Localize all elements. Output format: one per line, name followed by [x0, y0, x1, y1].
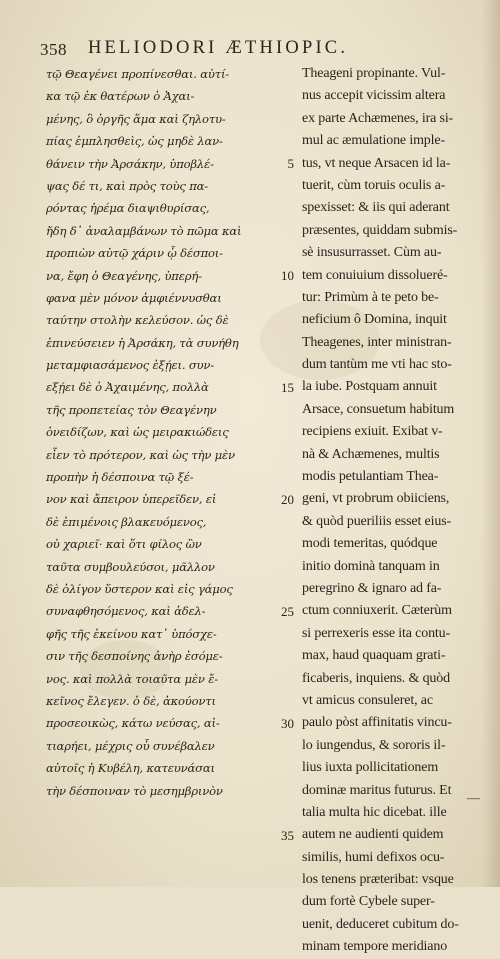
latin-text-line: ex parte Achæmenes, ira si- — [302, 110, 454, 126]
greek-text-line: προσεοικὼς, κάτω νεύσας, αἰ- — [46, 716, 220, 731]
greek-text-line: αὐτοῖς ἡ Κυβέλη, κατευνάσαι — [46, 761, 215, 776]
line-number: 30 — [281, 715, 294, 731]
greek-text-line: ταῦτα συμβουλεύσοι, μᾶλλον — [46, 559, 215, 574]
latin-text-line: modis petulantiam Thea- — [302, 469, 439, 485]
latin-text-line: talia multa hic dicebat. ille — [302, 804, 447, 820]
latin-text-line: Theagenes, inter ministran- — [302, 334, 452, 350]
latin-text-line: lo iungendus, & sororis il- — [302, 737, 446, 753]
greek-text-line: θάνειν τὴν Ἀρσάκην, ὑποβλέ- — [46, 156, 214, 171]
greek-text-line: συναφθησόμενος, καὶ ἀδελ- — [46, 604, 206, 619]
greek-text-line: φῆς τῆς ἐκείνου κατ᾽ ὑπόσχε- — [46, 626, 217, 641]
latin-text-line: max, haud quaquam grati- — [302, 648, 446, 664]
line-number: 25 — [281, 603, 294, 619]
greek-text-line: να, ἔφη ὁ Θεαγένης, ὑπερή- — [46, 268, 202, 283]
greek-text-line: μεταμφιασάμενος ἐξῄει. συν- — [46, 358, 214, 373]
greek-text-line: ταύτην στολὴν κελεύσον. ὡς δὲ — [46, 313, 229, 328]
latin-text-line: ctum conniuxerit. Cæterùm — [302, 603, 452, 619]
greek-text-line: δὲ ἐπιμένοις βλακευόμενος, — [46, 514, 207, 529]
greek-text-line: ψας δέ τι, καὶ πρὸς τοὺς πα- — [46, 178, 208, 193]
latin-text-line: mul ac æmulatione imple- — [302, 133, 445, 149]
latin-text-line: recipiens exiuit. Exibat v- — [302, 424, 443, 440]
latin-text-line: ficaberis, inquiens. & quòd — [302, 670, 450, 686]
latin-text-line: los tenens præteribat: vsque — [302, 872, 454, 888]
latin-text-line: dominæ maritus futurus. Et — [302, 782, 452, 798]
latin-text-line: tus, vt neque Arsacen id la- — [302, 155, 451, 171]
latin-text-line: dum fortè Cybele super- — [302, 894, 435, 910]
latin-text-line: modi temeritas, quódque — [302, 536, 438, 552]
latin-text-line: Arsace, consuetum habitum — [302, 401, 455, 417]
line-number: 20 — [281, 491, 294, 507]
latin-text-line: initio dominà tanquam in — [302, 558, 440, 574]
greek-text-line: νος. καὶ πολλὰ τοιαῦτα μὲν ἔ- — [46, 671, 218, 686]
greek-text-line: εξῄει δὲ ὁ Ἀχαιμένης, πολλὰ — [46, 380, 209, 395]
latin-text-line: & quòd pueriliis esset eius- — [302, 513, 452, 529]
latin-text-line: vt amicus consuleret, ac — [302, 692, 433, 708]
greek-text-line: προπιὼν αὐτῷ χάριν ᾧ δέσποι- — [46, 246, 223, 261]
page-gutter-shadow — [482, 0, 500, 887]
running-head — [40, 38, 480, 64]
latin-text-line: lius iuxta pollicitationem — [302, 760, 439, 776]
latin-text-line: uenit, deduceret cubitum do- — [302, 916, 459, 932]
greek-text-line: ὀνειδίζων, καὶ ὡς μειρακιώδεις — [46, 425, 229, 440]
greek-text-line: προπὴν ἡ δέσποινα τῷ ξέ- — [46, 470, 194, 485]
line-number: 15 — [281, 379, 294, 395]
greek-text-line: φανα μὲν μόνον ἀμφιέννυσθαι — [46, 290, 222, 305]
line-number: 5 — [287, 155, 294, 171]
greek-text-line: νον καὶ ἄπειρον ὑπερεῖδεν, εἰ — [46, 492, 217, 507]
latin-text-column — [302, 63, 482, 959]
latin-text-line: tur: Primùm à te peto be- — [302, 289, 439, 305]
latin-text-line: tem conuiuium dissolueré- — [302, 267, 448, 283]
greek-text-line: τῆς προπετείας τὸν Θεαγένην — [46, 402, 217, 417]
latin-text-line: si perrexeris esse ita contu- — [302, 625, 451, 641]
running-title: HELIODORI ÆTHIOPIC. — [88, 38, 349, 58]
latin-text-line: peregrino & ignaro ad fa- — [302, 580, 442, 596]
line-number: 35 — [281, 827, 294, 843]
greek-text-line: σιν τῆς δεσποίνης ἀνὴρ ἐσόμε- — [46, 649, 223, 664]
latin-text-line: præsentes, quiddam submis- — [302, 222, 458, 238]
latin-text-line: la iube. Postquam annuit — [302, 379, 437, 395]
greek-text-line: μένης, ὃ ὀργῆς ἅμα καὶ ζηλοτυ- — [46, 111, 226, 126]
latin-text-line: geni, vt probrum obiiciens, — [302, 491, 450, 507]
greek-text-line: ρόντας ἠρέμα διαψιθυρίσας, — [46, 201, 210, 216]
latin-text-line: spexisset: & iis qui aderant — [302, 200, 450, 216]
greek-text-line: τὴν δέσποιναν τὸ μεσημβρινὸν — [46, 783, 223, 798]
line-number: 10 — [281, 267, 294, 283]
latin-text-line: Theageni propinante. Vul- — [302, 66, 446, 81]
greek-text-line: πίας ἐμπλησθεὶς, ὡς μηδὲ λαν- — [46, 134, 223, 149]
greek-text-line: εἶεν τὸ πρότερον, καὶ ὡς τὴν μὲν — [46, 447, 235, 462]
greek-text-line: ἤδη δ᾽ ἀναλαμβάνων τὸ πῶμα καὶ — [46, 223, 242, 238]
latin-text-line: nus accepit vicissim altera — [302, 88, 446, 104]
greek-text-line: δὲ ὀλίγον ὕστερον καὶ εἰς γάμος — [46, 581, 233, 596]
greek-text-line: ἐπινεύσειεν ἡ Ἀρσάκη, τὰ συνήθη — [46, 335, 239, 350]
latin-text-line: dum tantùm me vti hac sto- — [302, 357, 452, 373]
latin-text-line: paulo pòst affinitatis vincu- — [302, 715, 452, 731]
greek-text-line: οὐ χαριεῖ· καὶ ὅτι φίλος ὢν — [46, 537, 202, 552]
greek-text-line: κα τῷ ἐκ θατέρων ὁ Ἀχαι- — [46, 89, 195, 104]
greek-text-line: τῷ Θεαγένει προπίνεσθαι. αὐτί- — [46, 67, 230, 81]
page-mark: — — [467, 790, 480, 805]
latin-text-line: tuerit, cùm toruis oculis a- — [302, 177, 446, 193]
latin-text-line: sè insusurrasset. Cùm au- — [302, 245, 442, 261]
latin-text-line: autem ne audienti quidem — [302, 827, 444, 843]
latin-text-line: minam tempore meridiano — [302, 939, 448, 955]
greek-text-line: κεῖνος ἔλεγεν. ὁ δὲ, ἀκούοντι — [46, 693, 216, 708]
latin-text-line: similis, humi defixos ocu- — [302, 849, 445, 865]
latin-text-line: nà & Achæmenes, multis — [302, 446, 440, 462]
greek-text-line: τιαρήει, μέχρις οὗ συνέβαλεν — [46, 738, 215, 753]
latin-text-line: neficium ô Domina, inquit — [302, 312, 447, 328]
greek-text-column — [46, 63, 266, 802]
page-number: 358 — [40, 40, 67, 59]
